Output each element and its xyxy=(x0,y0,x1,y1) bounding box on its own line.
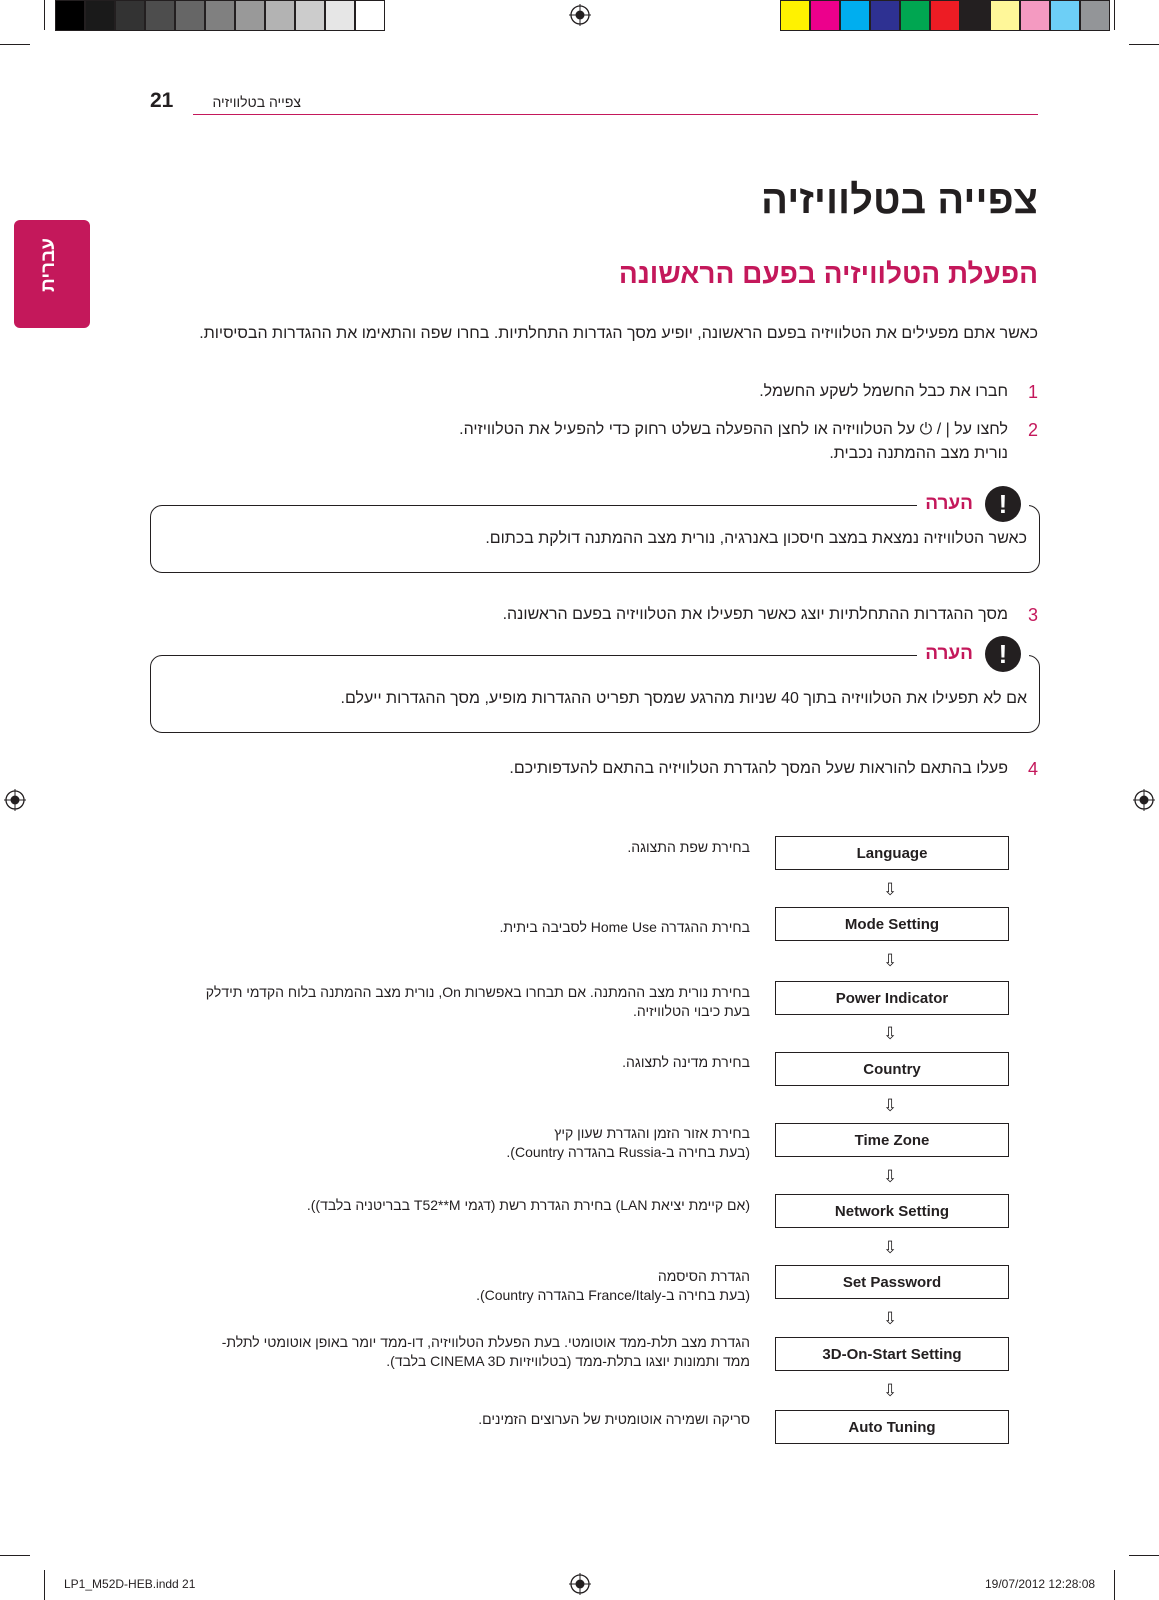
header-rule xyxy=(193,114,1038,115)
flow-step-description xyxy=(140,983,750,1021)
calibration-swatch xyxy=(205,0,235,31)
description-line: בחירת שפת התצוגה. xyxy=(627,839,750,855)
intro-paragraph: כאשר אתם מפעילים את הטלוויזיה בפעם הראשונה, יופיע מסך הגדרות התחלתיות. בחרו שפה והתאימו את ההגדרות הבסיסיות. xyxy=(199,325,1038,342)
description-line: הגדרת מצב תלת-ממד אוטומטי. בעת הפעלת הטלוויזיה, דו-ממד יומר באופן אוטומטי לתלת- xyxy=(221,1334,750,1350)
calibration-swatch xyxy=(930,0,960,31)
footer-file-name: LP1_M52D-HEB.indd 21 xyxy=(64,1577,196,1591)
note-box xyxy=(150,488,1040,573)
description-line: (בעת בחירה ב-France/Italy בהגדרה Country). xyxy=(476,1287,750,1303)
description-line: בעת כיבוי הטלוויזיה. xyxy=(632,1003,750,1019)
calibration-swatch xyxy=(265,0,295,31)
calibration-swatch xyxy=(840,0,870,31)
note-label: הערה xyxy=(925,643,973,664)
flow-step-3d-on-start: 3D-On-Start Setting xyxy=(775,1337,1009,1371)
page-title: צפייה בטלוויזיה xyxy=(760,178,1038,222)
step-text: לחצו על | / ⏻ על הטלוויזיה או לחצן ההפעלה בשלט רחוק כדי להפעיל את הטלוויזיה. xyxy=(459,421,1008,438)
flow-step-description xyxy=(140,1410,750,1429)
calibration-swatch xyxy=(325,0,355,31)
flow-step-country: Country xyxy=(775,1052,1009,1086)
down-arrow-icon: ⇩ xyxy=(883,1167,898,1186)
language-tab-label: עברית xyxy=(38,238,59,292)
section-title: הפעלת הטלוויזיה בפעם הראשונה xyxy=(618,258,1038,289)
calibration-swatch xyxy=(145,0,175,31)
registration-mark-icon xyxy=(4,789,26,811)
flow-step-description xyxy=(140,1124,750,1162)
crop-mark xyxy=(1114,1570,1115,1600)
flow-step-description xyxy=(140,1196,750,1215)
description-line: ממד ותמונות יוצגו בתלת-ממד (בטלוויזיות CINEMA 3D בלבד). xyxy=(386,1353,750,1369)
calibration-swatch xyxy=(85,0,115,31)
calibration-swatch xyxy=(990,0,1020,31)
flow-step-description xyxy=(140,838,750,857)
calibration-swatch xyxy=(1050,0,1080,31)
flow-step-time-zone: Time Zone xyxy=(775,1123,1009,1157)
flow-step-set-password: Set Password xyxy=(775,1265,1009,1299)
description-line: בחירת אזור הזמן והגדרת שעון קיץ xyxy=(554,1125,750,1141)
crop-mark xyxy=(1129,44,1159,45)
flow-step-description xyxy=(140,1053,750,1072)
note-box xyxy=(150,638,1040,733)
language-tab xyxy=(14,220,90,328)
calibration-swatch xyxy=(960,0,990,31)
flow-step-power-indicator: Power Indicator xyxy=(775,981,1009,1015)
registration-mark-icon xyxy=(569,1573,591,1595)
flow-step-network-setting: Network Setting xyxy=(775,1194,1009,1228)
description-line: בחירת מדינה לתצוגה. xyxy=(622,1054,750,1070)
note-header xyxy=(917,486,1029,522)
calibration-swatch xyxy=(115,0,145,31)
calibration-swatch xyxy=(1080,0,1110,31)
running-head: צפייה בטלוויזיה xyxy=(212,94,301,110)
down-arrow-icon: ⇩ xyxy=(883,1381,898,1400)
calibration-swatch xyxy=(900,0,930,31)
down-arrow-icon: ⇩ xyxy=(883,1096,898,1115)
down-arrow-icon: ⇩ xyxy=(883,1309,898,1328)
step-4 xyxy=(178,757,1038,781)
calibration-swatch xyxy=(235,0,265,31)
note-text: כאשר הטלוויזיה נמצאת במצב חיסכון באנרגיה, נורית מצב ההמתנה דולקת בכתום. xyxy=(485,530,1027,547)
gray-calibration-bar xyxy=(55,0,385,31)
color-calibration-bar xyxy=(780,0,1110,31)
step-1 xyxy=(178,380,1038,404)
registration-mark-icon xyxy=(569,4,591,26)
crop-mark xyxy=(0,1555,30,1556)
registration-mark-icon xyxy=(1133,789,1155,811)
flow-step-description xyxy=(140,1267,750,1305)
calibration-swatch xyxy=(810,0,840,31)
crop-mark xyxy=(44,0,45,30)
step-text: מסך ההגדרות ההתחלתיות יוצג כאשר תפעילו את הטלוויזיה בפעם הראשונה. xyxy=(502,606,1008,623)
description-line: סריקה ושמירה אוטומטית של הערוצים הזמינים. xyxy=(478,1411,750,1427)
flow-step-description xyxy=(140,918,750,937)
calibration-swatch xyxy=(355,0,385,31)
description-line: בחירת נורית מצב ההמתנה. אם תבחרו באפשרות On, נורית מצב ההמתנה בלוח הקדמי תידלק xyxy=(205,984,750,1000)
note-label: הערה xyxy=(925,493,973,514)
footer-timestamp: 19/07/2012 12:28:08 xyxy=(985,1577,1096,1591)
crop-mark xyxy=(1114,0,1115,30)
calibration-swatch xyxy=(295,0,325,31)
crop-mark xyxy=(44,1570,45,1600)
flow-step-description xyxy=(140,1333,750,1371)
crop-mark xyxy=(1129,1555,1159,1556)
step-text: חברו את כבל החשמל לשקע החשמל. xyxy=(759,383,1008,400)
step-number: 4 xyxy=(1027,759,1038,779)
step-3 xyxy=(178,603,1038,627)
down-arrow-icon: ⇩ xyxy=(883,880,898,899)
crop-mark xyxy=(0,44,30,45)
description-line: בחירת ההגדרה Home Use לסביבה ביתית. xyxy=(499,919,750,935)
down-arrow-icon: ⇩ xyxy=(883,1024,898,1043)
flow-step-mode-setting: Mode Setting xyxy=(775,907,1009,941)
step-number: 1 xyxy=(1027,382,1038,402)
calibration-swatch xyxy=(870,0,900,31)
note-header xyxy=(917,636,1029,672)
description-line: (בעת בחירה ב-Russia בהגדרה Country). xyxy=(506,1144,750,1160)
description-line: (אם קיימת יציאת LAN) בחירת הגדרת רשת (דגמי T52**M בבריטניה בלבד)). xyxy=(306,1197,750,1213)
flow-step-language: Language xyxy=(775,836,1009,870)
description-line: הגדרת הסיסמה xyxy=(657,1268,750,1284)
exclamation-icon: ! xyxy=(985,636,1021,672)
step-text: פעלו בהתאם להוראות שעל המסך להגדרת הטלוויזיה בהתאם להעדפותיכם. xyxy=(509,760,1008,777)
calibration-swatch xyxy=(1020,0,1050,31)
calibration-swatch xyxy=(780,0,810,31)
down-arrow-icon: ⇩ xyxy=(883,951,898,970)
exclamation-icon: ! xyxy=(985,486,1021,522)
flow-step-auto-tuning: Auto Tuning xyxy=(775,1410,1009,1444)
step-number: 3 xyxy=(1027,605,1038,625)
down-arrow-icon: ⇩ xyxy=(883,1238,898,1257)
calibration-swatch xyxy=(55,0,85,31)
calibration-swatch xyxy=(175,0,205,31)
step-text-continued: נורית מצב ההמתנה נכבית. xyxy=(829,445,1008,462)
page-number: 21 xyxy=(150,89,174,112)
step-2 xyxy=(178,418,1038,466)
step-number: 2 xyxy=(1027,420,1038,440)
note-text: אם לא תפעילו את הטלוויזיה בתוך 40 שניות מהרגע שמסך תפריט ההגדרות מופיע, מסך ההגדרות ייעלם. xyxy=(340,690,1027,707)
